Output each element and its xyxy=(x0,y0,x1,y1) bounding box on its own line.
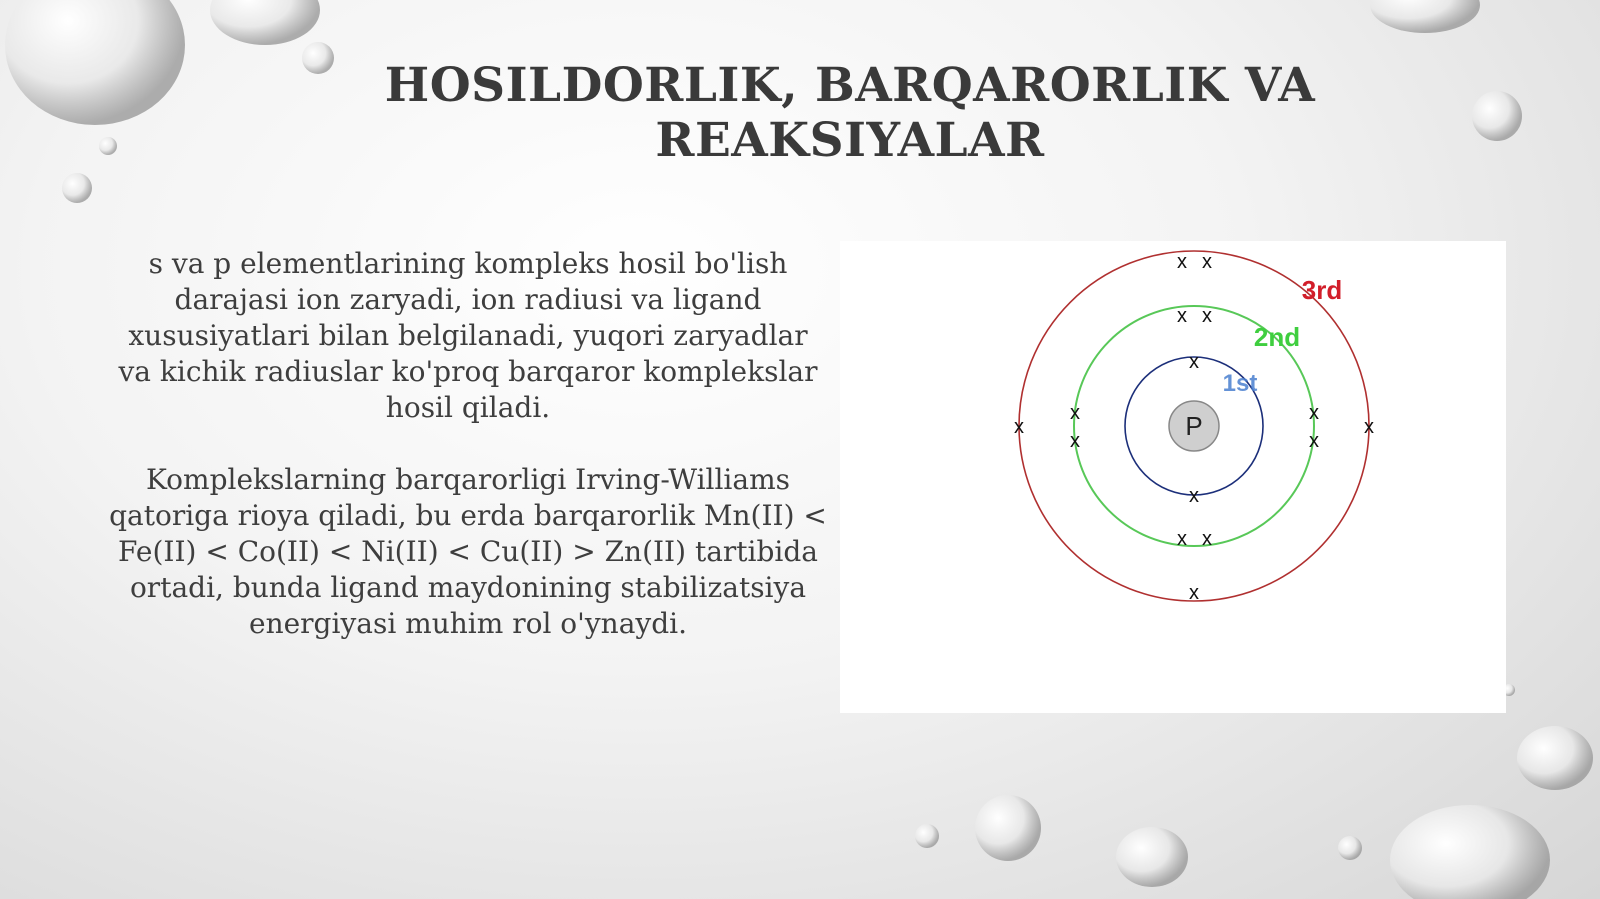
water-drop xyxy=(1370,0,1480,33)
electron-shell-2: x xyxy=(1309,402,1319,424)
electron-shell-3: x xyxy=(1177,251,1187,273)
water-drop xyxy=(1338,836,1362,860)
electron-shell-2: x xyxy=(1177,305,1187,327)
paragraph-irving-williams: Komplekslarning barqarorligi Irving-Williams qatoriga rioya qiladi, bu erda barqarorlik Mn(II) < Fe(II) < Co(II) < Ni(II) < Cu(II) > Zn(II) tartibida ortadi, bunda ligand maydonining stabilizatsiya energiyasi muhim rol o'ynaydi. xyxy=(109,463,827,640)
electron-shell-1: x xyxy=(1189,485,1199,507)
water-drop xyxy=(975,795,1041,861)
shell-2-label: 2nd xyxy=(1253,322,1301,352)
slide-title: HOSILDORLIK, BARQARORLIK VA REAKSIYALAR xyxy=(384,58,1316,168)
electron-shell-2: x xyxy=(1070,402,1080,424)
electron-shell-3: x xyxy=(1189,582,1199,604)
paragraph-formation: s va p elementlarining kompleks hosil bo'lish darajasi ion zaryadi, ion radiusi va ligand xususiyatlari bilan belgilanadi, yuqori zaryadlar va kichik radiuslar ko'proq barqaror komplekslar hosil qiladi. xyxy=(118,247,818,424)
electron-shell-2: x xyxy=(1309,430,1319,452)
shell-1-label: 1st xyxy=(1222,370,1258,397)
water-drop xyxy=(210,0,320,45)
electron-shell-1: x xyxy=(1189,351,1199,373)
electron-shell-3: x xyxy=(1014,416,1024,438)
electron-shell-2: x xyxy=(1202,305,1212,327)
atom-diagram-svg xyxy=(840,241,1506,713)
nucleus-label: P xyxy=(1185,411,1203,441)
electron-shell-3: x xyxy=(1364,416,1374,438)
electron-shell-2: x xyxy=(1202,528,1212,550)
water-drop xyxy=(915,824,939,848)
shell-3-label: 3rd xyxy=(1301,275,1343,305)
water-drop xyxy=(1116,827,1188,887)
slide-body xyxy=(108,246,828,678)
water-drop xyxy=(1517,726,1593,790)
water-drop xyxy=(62,173,92,203)
electron-shell-3: x xyxy=(1202,251,1212,273)
electron-shell-2: x xyxy=(1070,430,1080,452)
atom-shell-diagram xyxy=(840,241,1506,713)
water-drop xyxy=(99,137,117,155)
electron-shell-2: x xyxy=(1177,528,1187,550)
water-drop xyxy=(1390,805,1550,899)
water-drop xyxy=(5,0,185,125)
